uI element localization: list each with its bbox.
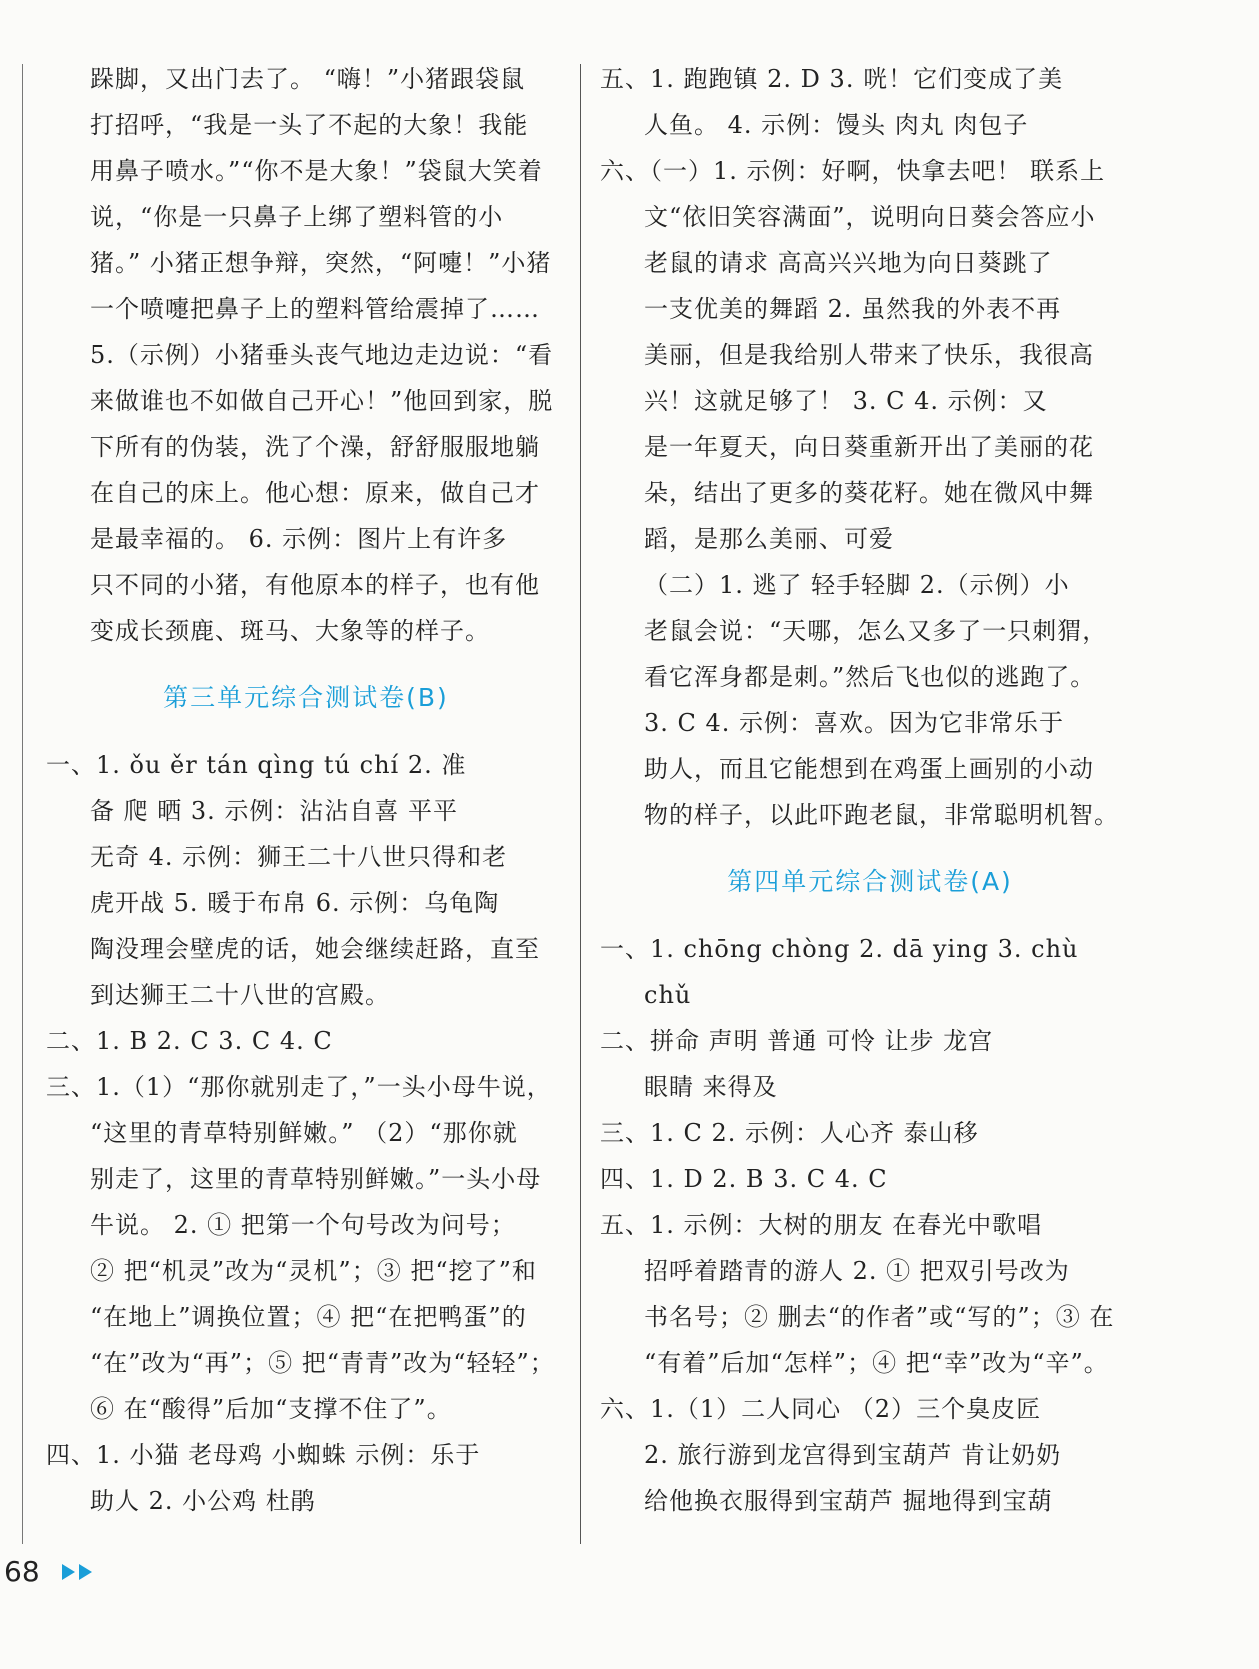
text-line: “在”改为“再”；⑤ 把“青青”改为“轻轻”； xyxy=(90,1349,555,1377)
text-line: 三、1. C 2. 示例：人心齐 泰山移 xyxy=(600,1119,979,1147)
text-line: 五、1. 跑跑镇 2. D 3. 咣！它们变成了美 xyxy=(600,65,1064,93)
text-line: 三、1.（1）“那你就别走了，”一头小母牛说， xyxy=(46,1073,552,1101)
text-line: 书名号；② 删去“的作者”或“写的”；③ 在 xyxy=(644,1303,1115,1331)
text-line: 看它浑身都是刺。”然后飞也似的逃跑了。 xyxy=(644,663,1096,691)
left-column xyxy=(46,56,566,1524)
right-bottom-text xyxy=(600,926,1140,1524)
text-line: 说，“你是一只鼻子上绑了塑料管的小 xyxy=(90,203,504,231)
text-line: 美丽，但是我给别人带来了快乐，我很高 xyxy=(644,341,1094,369)
text-line: 文“依旧笑容满面”，说明向日葵会答应小 xyxy=(644,203,1096,231)
right-column xyxy=(600,56,1140,1524)
margin-rule xyxy=(22,64,23,1544)
text-line: 3. C 4. 示例：喜欢。因为它非常乐于 xyxy=(644,709,1065,737)
text-line: 陶没理会壁虎的话，她会继续赶路，直至 xyxy=(90,935,540,963)
text-line: 四、1. D 2. B 3. C 4. C xyxy=(600,1165,888,1193)
text-line: ⑥ 在“酸得”后加“支撑不住了”。 xyxy=(90,1395,452,1423)
text-line: 跺脚，又出门去了。 “嗨！”小猪跟袋鼠 xyxy=(90,65,526,93)
text-line: 物的样子，以此吓跑老鼠，非常聪明机智。 xyxy=(644,801,1119,829)
text-line: 下所有的伪装，洗了个澡，舒舒服服地躺 xyxy=(90,433,540,461)
text-line: 二、1. B 2. C 3. C 4. C xyxy=(46,1027,333,1055)
text-line: 备 爬 晒 3. 示例：沾沾自喜 平平 xyxy=(90,797,459,825)
text-line: 眼睛 来得及 xyxy=(644,1073,778,1101)
text-line: 变成长颈鹿、斑马、大象等的样子。 xyxy=(90,617,490,645)
section-title-unit4a: 第四单元综合测试卷(A) xyxy=(727,867,1013,896)
text-line: 5.（示例）小猪垂头丧气地边走边说：“看 xyxy=(90,341,554,369)
text-line: 六、（一）1. 示例：好啊，快拿去吧！ 联系上 xyxy=(600,157,1106,185)
text-line: 六、1.（1）二人同心 （2）三个臭皮匠 xyxy=(600,1395,1042,1423)
column-divider xyxy=(580,64,581,1544)
text-line: 只不同的小猪，有他原本的样子，也有他 xyxy=(90,571,540,599)
text-line: 是最幸福的。 6. 示例：图片上有许多 xyxy=(90,525,508,553)
text-line: 给他换衣服得到宝葫芦 掘地得到宝葫 xyxy=(644,1487,1053,1515)
text-line: 招呼着踏青的游人 2. ① 把双引号改为 xyxy=(644,1257,1070,1285)
text-line: 一、1. chōng chòng 2. dā ying 3. chù xyxy=(600,935,1079,963)
text-line: 蹈，是那么美丽、可爱 xyxy=(644,525,894,553)
text-line: 虎开战 5. 暖于布帛 6. 示例：乌龟陶 xyxy=(90,889,500,917)
text-line: 在自己的床上。他心想：原来，做自己才 xyxy=(90,479,540,507)
text-line: 别走了，这里的青草特别鲜嫩。”一头小母 xyxy=(90,1165,542,1193)
text-line: 助人 2. 小公鸡 杜鹃 xyxy=(90,1487,316,1515)
text-line: ② 把“机灵”改为“灵机”；③ 把“挖了”和 xyxy=(90,1257,537,1285)
text-line: 一个喷嚏把鼻子上的塑料管给震掉了…… xyxy=(90,295,540,323)
section-title-unit3b: 第三单元综合测试卷(B) xyxy=(163,683,449,712)
text-line: 打招呼，“我是一头了不起的大象！我能 xyxy=(90,111,529,139)
right-top-text xyxy=(600,56,1140,838)
text-line: 老鼠的请求 高高兴兴地为向日葵跳了 xyxy=(644,249,1053,277)
double-arrow-icon xyxy=(62,1562,96,1582)
text-line: 用鼻子喷水。”“你不是大象！”袋鼠大笑着 xyxy=(90,157,543,185)
text-line: 朵，结出了更多的葵花籽。她在微风中舞 xyxy=(644,479,1094,507)
page-number: 68 xyxy=(4,1555,40,1588)
text-line: 兴！这就足够了！ 3. C 4. 示例：又 xyxy=(644,387,1048,415)
text-line: 来做谁也不如做自己开心！”他回到家，脱 xyxy=(90,387,554,415)
text-line: 二、拼命 声明 普通 可怜 让步 龙宫 xyxy=(600,1027,994,1055)
text-line: 人鱼。 4. 示例：馒头 肉丸 肉包子 xyxy=(644,111,1029,139)
text-line: 无奇 4. 示例：狮王二十八世只得和老 xyxy=(90,843,508,871)
text-line: 一支优美的舞蹈 2. 虽然我的外表不再 xyxy=(644,295,1062,323)
text-line: 到达狮王二十八世的宫殿。 xyxy=(90,981,390,1009)
text-line: chǔ xyxy=(644,981,692,1009)
text-line: 牛说。 2. ① 把第一个句号改为问号； xyxy=(90,1211,516,1239)
text-line: 五、1. 示例：大树的朋友 在春光中歌唱 xyxy=(600,1211,1043,1239)
text-line: 老鼠会说：“天哪，怎么又多了一只刺猬， xyxy=(644,617,1108,645)
text-line: 猪。” 小猪正想争辩，突然，“阿嚏！”小猪 xyxy=(90,249,552,277)
text-line: “有着”后加“怎样”；④ 把“幸”改为“辛”。 xyxy=(644,1349,1109,1377)
text-line: “在地上”调换位置；④ 把“在把鸭蛋”的 xyxy=(90,1303,527,1331)
text-line: 2. 旅行游到龙宫得到宝葫芦 肯让奶奶 xyxy=(644,1441,1062,1469)
text-line: （二）1. 逃了 轻手轻脚 2.（示例）小 xyxy=(644,571,1070,599)
left-top-text xyxy=(46,56,566,654)
text-line: 助人，而且它能想到在鸡蛋上画别的小动 xyxy=(644,755,1094,783)
text-line: 四、1. 小猫 老母鸡 小蜘蛛 示例：乐于 xyxy=(46,1441,481,1469)
text-line: 一、1. ǒu ěr tán qìng tú chí 2. 准 xyxy=(46,751,467,779)
text-line: “这里的青草特别鲜嫩。” （2）“那你就 xyxy=(90,1119,518,1147)
left-bottom-text xyxy=(46,742,566,1524)
text-line: 是一年夏天，向日葵重新开出了美丽的花 xyxy=(644,433,1094,461)
